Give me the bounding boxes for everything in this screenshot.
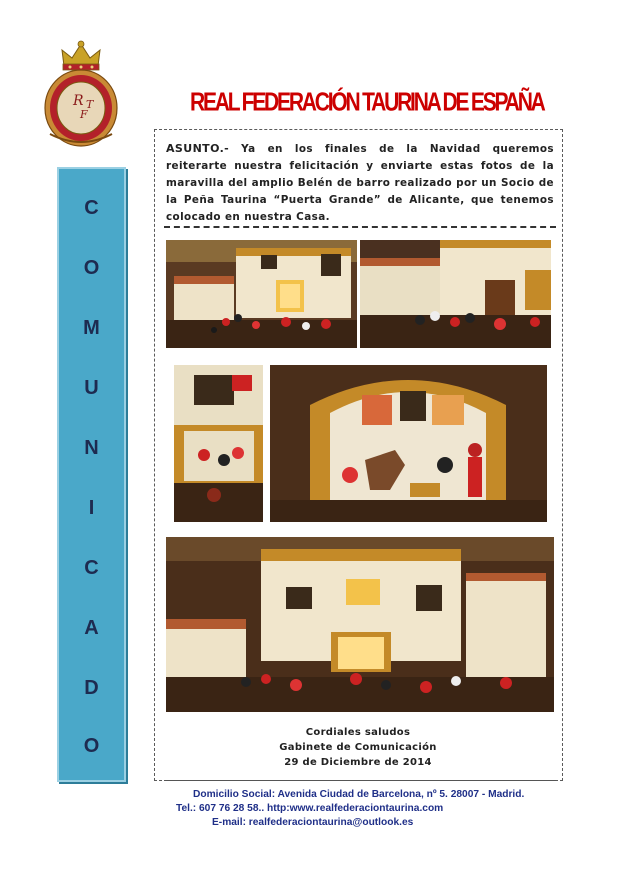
sidebar-letter: O (83, 257, 100, 279)
closing-date: 29 de Diciembre de 2014 (284, 757, 432, 768)
subject-text: Ya en los finales de la Navidad queremos reiterarte nuestra felicitación y enviarte estas fotos de la maravilla del amplio Belén de barro realizado por un Socio de la Peña Taurina “Puerta Grande” de Alicante, que tenemos colocado en nuestra Casa. (166, 143, 554, 223)
footer-rule (164, 780, 556, 781)
nativity-photo-5 (166, 537, 554, 712)
sidebar-letter: C (84, 197, 99, 219)
nativity-photo-3 (174, 365, 263, 522)
footer-address: Domicilio Social: Avenida Ciudad de Barcelona, nº 5. 28007 - Madrid. (193, 789, 525, 800)
page-title: REAL FEDERACIÓN TAURINA DE ESPAÑA (190, 88, 544, 117)
sidebar-letter: D (84, 677, 99, 699)
nativity-photo-2 (360, 240, 551, 348)
sidebar-letter: U (84, 377, 99, 399)
sidebar-letter: C (84, 557, 99, 579)
closing-greeting: Cordiales saludos (305, 727, 411, 738)
subject-paragraph (166, 140, 554, 226)
divider (164, 226, 556, 228)
footer-email: E-mail: realfederaciontaurina@outlook.es (212, 817, 414, 828)
nativity-photo-4 (270, 365, 547, 522)
svg-text:T: T (86, 98, 94, 111)
sidebar-letter: N (84, 437, 99, 459)
sidebar-letter: I (88, 497, 95, 519)
svg-text:F: F (80, 108, 88, 121)
comunicado-sidebar (57, 167, 126, 782)
sidebar-letter: O (83, 735, 100, 757)
svg-text:R: R (73, 93, 84, 109)
subject-lead: ASUNTO.- (166, 142, 230, 155)
footer-phone: Tel.: 607 76 28 58.. http:www.realfederaciontaurina.com (176, 803, 444, 814)
royal-crest-icon (42, 38, 120, 150)
nativity-photo-1 (166, 240, 357, 348)
sidebar-letter: A (84, 617, 99, 639)
closing-department: Gabinete de Comunicación (279, 742, 437, 753)
sidebar-letter: M (83, 317, 100, 339)
